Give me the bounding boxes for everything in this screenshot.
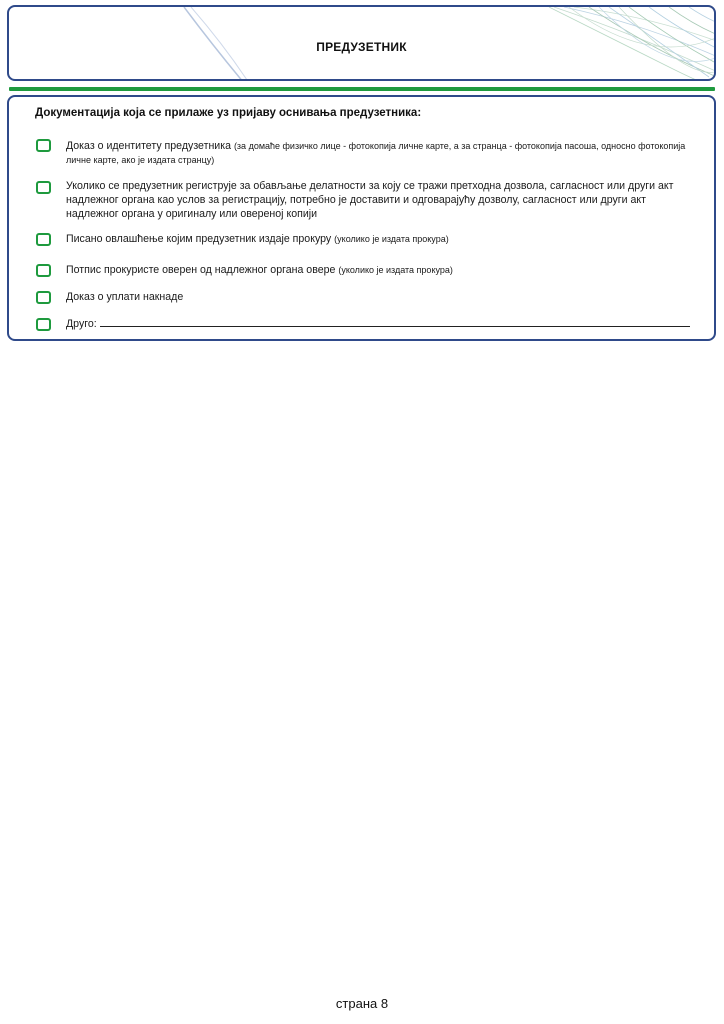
item-text: Уколико се предузетник региструје за обављање делатности за коју се тражи претходна дозвола, сагласност или други акт надлежног органа као услов за регистрацију, потребно је доставити и одговарајућу дозволу, сагласност или други акт надлежног органа у оригиналу или овереној копији <box>66 180 674 220</box>
item-text: Потпис прокуристе оверен од надлежног органа овере <box>66 264 336 276</box>
checkbox-procuration-authorization[interactable] <box>36 233 51 246</box>
other-input-line[interactable] <box>100 318 690 327</box>
documents-checklist-box <box>7 95 716 341</box>
item-note: (за домаће физичко лице - фотокопија личне карте, а за странца - фотокопија пасоша, односно фотокопија личне карте, ако је издата странцу) <box>66 141 686 165</box>
checkbox-other[interactable] <box>36 318 51 331</box>
list-item <box>66 139 694 167</box>
header-box <box>7 5 716 81</box>
item-text: Доказ о идентитету предузетника <box>66 140 231 152</box>
page-title: ПРЕДУЗЕТНИК <box>316 40 407 54</box>
section-title: Документација која се прилаже уз пријаву оснивања предузетника: <box>35 107 422 119</box>
checkbox-fee-payment[interactable] <box>36 291 51 304</box>
item-text: Друго: <box>66 318 97 330</box>
list-item <box>66 263 694 277</box>
page-number: страна 8 <box>335 996 389 1011</box>
item-note: (уколико је издата прокура) <box>338 265 453 275</box>
item-note: (уколико је издата прокура) <box>334 234 449 244</box>
list-item <box>66 232 694 246</box>
checkbox-procurator-signature[interactable] <box>36 264 51 277</box>
item-text: Писано овлашћење којим предузетник издаје прокуру <box>66 233 332 245</box>
list-item <box>66 290 694 304</box>
checkbox-permit[interactable] <box>36 181 51 194</box>
list-item <box>66 317 694 331</box>
list-item <box>66 179 694 221</box>
checkbox-identity-proof[interactable] <box>36 139 51 152</box>
green-divider <box>9 87 715 91</box>
item-text: Доказ о уплати накнаде <box>66 291 184 303</box>
